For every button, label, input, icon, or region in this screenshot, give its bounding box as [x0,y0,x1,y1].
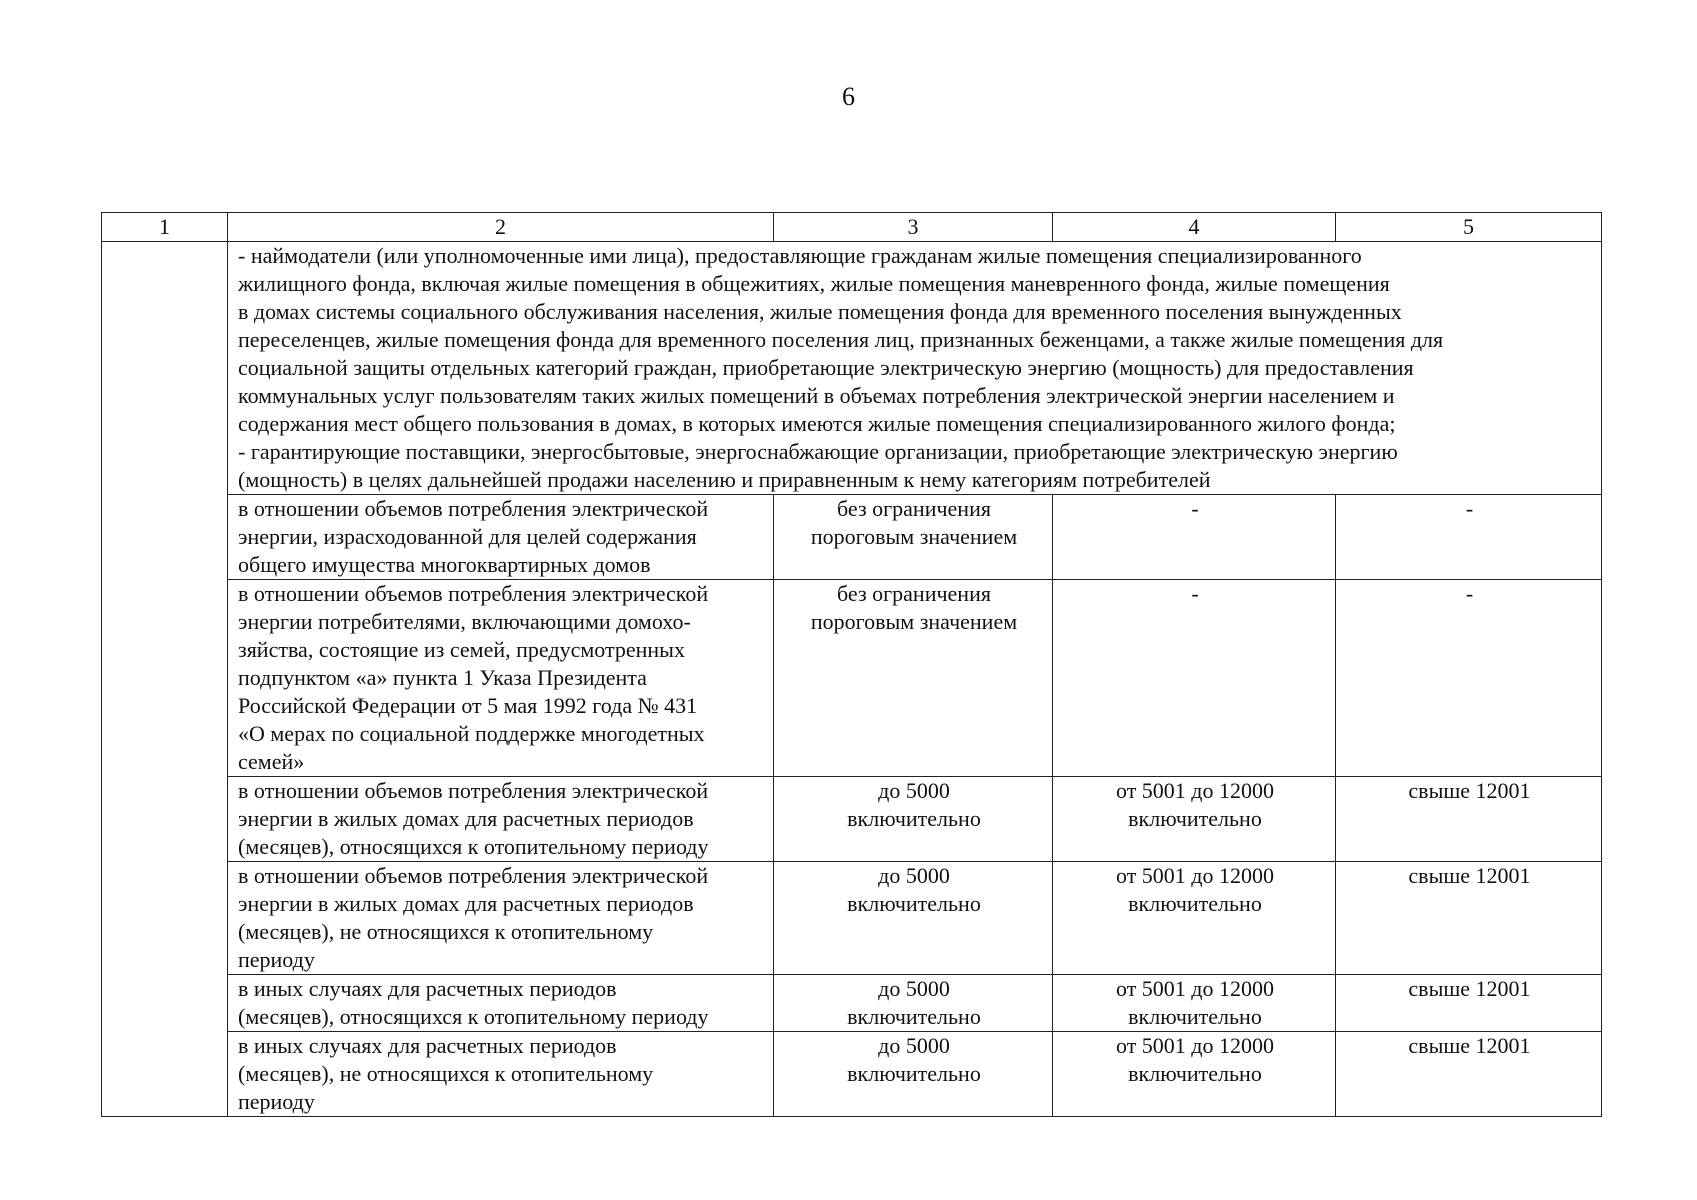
cell-text-line: - [1465,496,1474,521]
cell-text-line: зяйства, состоящие из семей, предусмотренных [238,637,685,662]
cell-text-line: без ограничения [837,496,991,521]
cell-c3 [774,1032,1053,1117]
column-header: 5 [1336,213,1602,242]
cell-text-line: семей» [238,749,305,774]
cell-c5 [1336,862,1602,975]
cell-text-line: от 5001 до 12000 [1115,778,1275,803]
cell-text-line: до 5000 [878,778,950,803]
cell-c2 [228,862,774,975]
cell-c2 [228,975,774,1032]
cell-text-line: в иных случаях для расчетных периодов [238,976,617,1001]
cell-c4 [1053,1032,1336,1117]
cell-c2 [228,1032,774,1117]
merged-text-line: содержания мест общего пользования в домах, в которых имеются жилые помещения специализированного жилого фонда; [238,411,1396,436]
cell-text-line: свыше 12001 [1408,1033,1531,1058]
cell-text-line: включительно [847,1004,981,1029]
cell-text-line: - [1191,496,1199,521]
cell-c5 [1336,777,1602,862]
table-header-row [102,213,1602,242]
tariff-table [101,212,1602,1117]
cell-text-line: (месяцев), не относящихся к отопительному [238,1061,654,1086]
cell-text-line: энергии в жилых домах для расчетных периодов [238,806,694,831]
cell-text-line: от 5001 до 12000 [1115,976,1275,1001]
cell-text-line: общего имущества многоквартирных домов [238,552,651,577]
cell-c3 [774,495,1053,580]
cell-text-line: в отношении объемов потребления электрической [238,496,709,521]
cell-c4 [1053,495,1336,580]
cell-text-line: включительно [1128,1004,1262,1029]
column-header: 2 [228,213,774,242]
cell-text-line: свыше 12001 [1408,863,1531,888]
cell-c4 [1053,777,1336,862]
cell-text-line: включительно [1128,1061,1262,1086]
cell-text-line: Российской Федерации от 5 мая 1992 года № 431 [238,693,698,718]
cell-c5 [1336,495,1602,580]
cell-text-line: без ограничения [837,581,991,606]
cell-text-line: в иных случаях для расчетных периодов [238,1033,617,1058]
cell-text-line: до 5000 [878,1033,950,1058]
merged-text-line: в домах системы социального обслуживания населения, жилые помещения фонда для временного поселения вынужденных [238,299,1402,324]
cell-text-line: свыше 12001 [1408,976,1531,1001]
cell-c5 [1336,975,1602,1032]
cell-c3 [774,975,1053,1032]
table-row [102,975,1602,1032]
merged-text-line: жилищного фонда, включая жилые помещения в общежитиях, жилые помещения маневренного фонда, жилые помещения [238,271,1390,296]
cell-text-line: энергии, израсходованной для целей содержания [238,524,697,549]
cell-c4 [1053,580,1336,777]
cell-text-line: периоду [238,1089,315,1114]
cell-c3 [774,580,1053,777]
merged-text-line: (мощность) в целях дальнейшей продажи населению и приравненным к нему категориям потребителей [238,467,1211,492]
cell-text-line: от 5001 до 12000 [1115,863,1275,888]
table-row [102,580,1602,777]
cell-text-line: в отношении объемов потребления электрической [238,863,709,888]
cell-text-line: включительно [847,891,981,916]
column-header: 1 [102,213,228,242]
cell-text-line: от 5001 до 12000 [1115,1033,1275,1058]
merged-text-line: социальной защиты отдельных категорий граждан, приобретающие электрическую энергию (мощность) для предоставления [238,355,1414,380]
cell-c2 [228,495,774,580]
cell-text-line: (месяцев), относящихся к отопительному периоду [238,834,709,859]
cell-text-line: в отношении объемов потребления электрической [238,778,709,803]
cell-text-line: включительно [847,806,981,831]
cell-c2 [228,580,774,777]
cell-text-line: свыше 12001 [1408,778,1531,803]
cell-text-line: до 5000 [878,976,950,1001]
merged-row [102,242,1602,495]
cell-text-line: - [1191,581,1199,606]
cell-text-line: в отношении объемов потребления электрической [238,581,709,606]
cell-text-line: включительно [1128,891,1262,916]
merged-consumer-categories-cell [228,242,1602,495]
cell-text-line: пороговым значением [810,524,1018,549]
column-1-cell [102,242,228,1117]
merged-text-line: коммунальных услуг пользователям таких жилых помещений в объемах потребления электрической энергии населением и [238,383,1395,408]
cell-c4 [1053,975,1336,1032]
merged-text-line: переселенцев, жилые помещения фонда для временного поселения лиц, признанных беженцами, а также жилые помещения для [238,327,1444,352]
table-row [102,777,1602,862]
cell-text-line: (месяцев), относящихся к отопительному периоду [238,1004,709,1029]
cell-text-line: «О мерах по социальной поддержке многодетных [238,721,705,746]
cell-text-line: пороговым значением [810,609,1018,634]
cell-c5 [1336,1032,1602,1117]
column-header: 4 [1053,213,1336,242]
cell-text-line: включительно [847,1061,981,1086]
cell-text-line: (месяцев), не относящихся к отопительному [238,919,654,944]
cell-text-line: - [1465,581,1474,606]
cell-c4 [1053,862,1336,975]
cell-text-line: включительно [1128,806,1262,831]
cell-text-line: периоду [238,947,315,972]
merged-text-line: - наймодатели (или уполномоченные ими лица), предоставляющие гражданам жилые помещения специализированного [238,243,1362,268]
cell-text-line: подпунктом «а» пункта 1 Указа Президента [238,665,647,690]
cell-c5 [1336,580,1602,777]
cell-c3 [774,777,1053,862]
table-row [102,1032,1602,1117]
cell-c2 [228,777,774,862]
merged-text-line: - гарантирующие поставщики, энергосбытовые, энергоснабжающие организации, приобретающие электрическую энергию [238,439,1398,464]
table-row [102,495,1602,580]
page-number: 6 [842,82,855,111]
cell-c3 [774,862,1053,975]
cell-text-line: энергии в жилых домах для расчетных периодов [238,891,694,916]
cell-text-line: до 5000 [878,863,950,888]
column-header: 3 [774,213,1053,242]
cell-text-line: энергии потребителями, включающими домохо- [238,609,691,634]
table-row [102,862,1602,975]
